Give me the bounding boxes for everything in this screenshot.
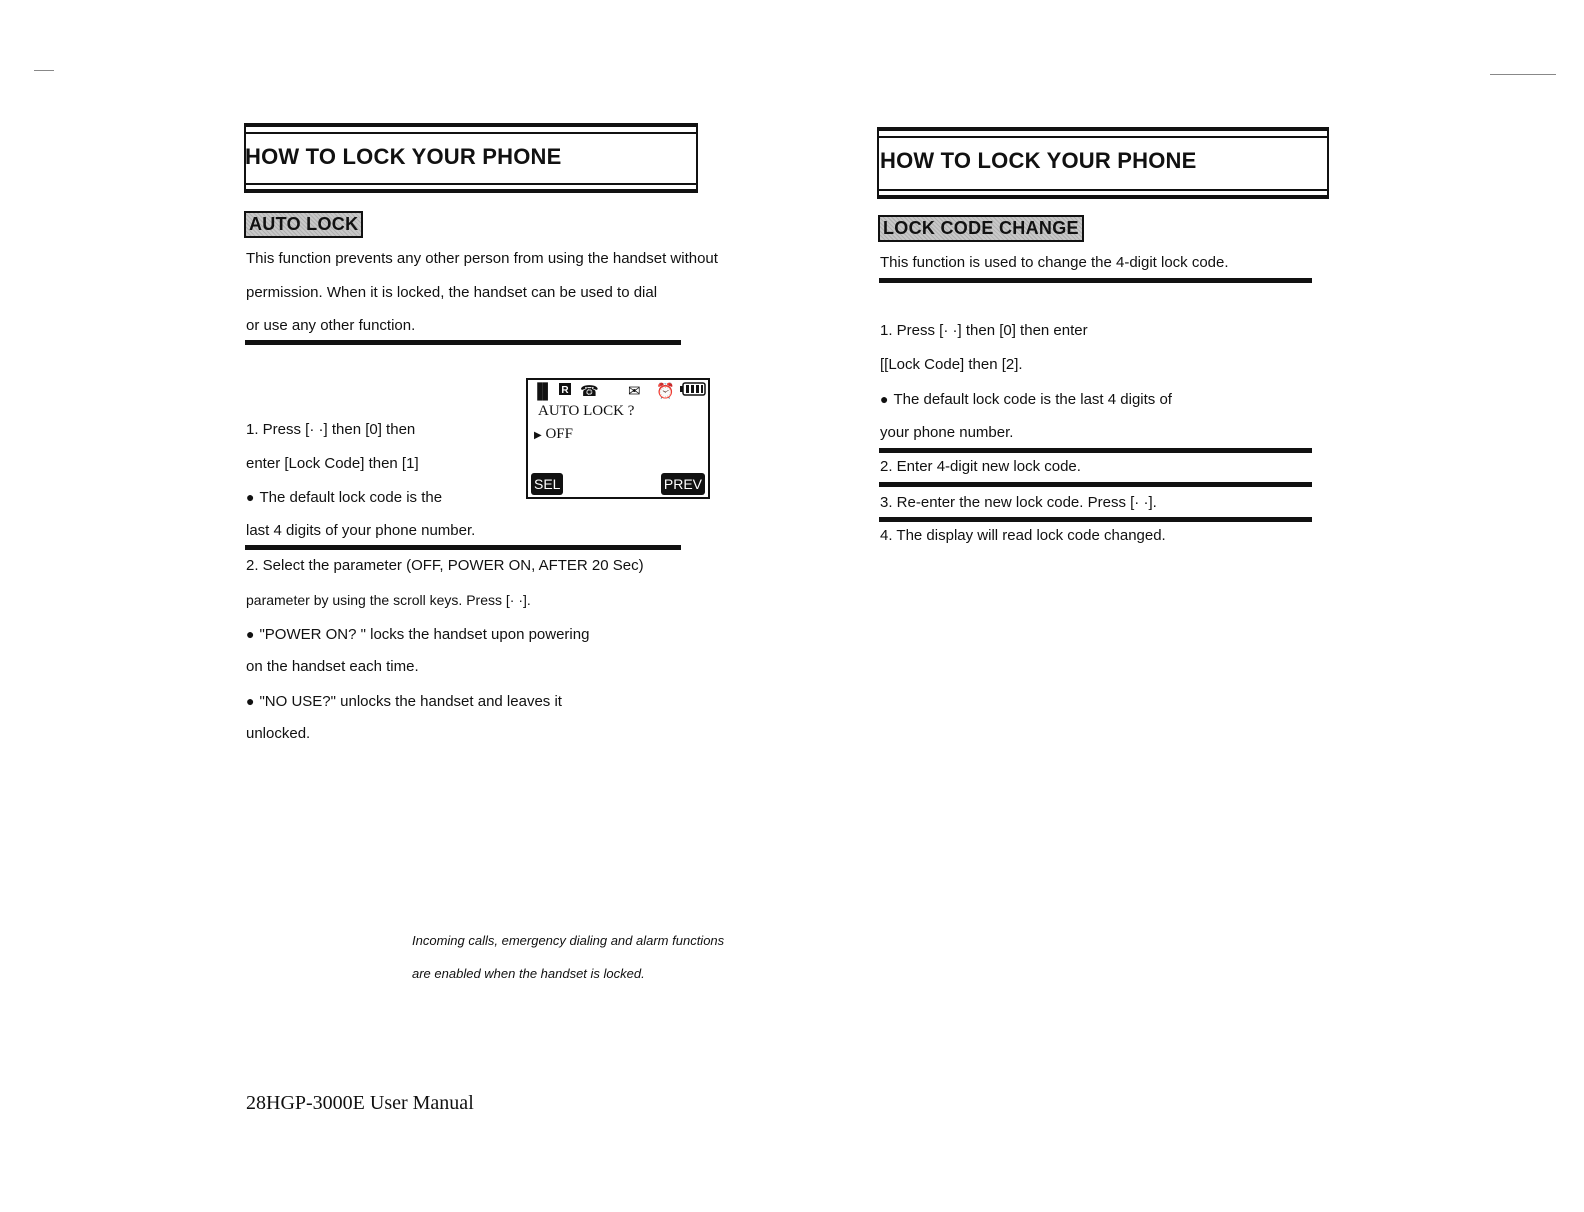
intro-line: This function prevents any other person from using the handset without bbox=[246, 250, 718, 267]
step-line: parameter by using the scroll keys. Press [· ·]. bbox=[246, 592, 531, 608]
message-icon: ✉ bbox=[628, 383, 641, 400]
step-line: on the handset each time. bbox=[246, 658, 419, 675]
step-line: 3. Re-enter the new lock code. Press [· ·]. bbox=[880, 494, 1157, 511]
page-footer: 28HGP-3000E User Manual bbox=[246, 1092, 474, 1114]
note-line: are enabled when the handset is locked. bbox=[412, 966, 645, 981]
right-page-title: HOW TO LOCK YOUR PHONE bbox=[880, 148, 1197, 173]
status-icons bbox=[532, 382, 704, 402]
bullet-line: ● The default lock code is the last 4 digits of bbox=[880, 389, 1172, 410]
bullet-line: ● "POWER ON? " locks the handset upon powering bbox=[246, 624, 589, 645]
left-page-title: HOW TO LOCK YOUR PHONE bbox=[245, 144, 562, 169]
step-line: 1. Press [· ·] then [0] then bbox=[246, 421, 416, 438]
scan-speck bbox=[1490, 74, 1556, 75]
step-line: last 4 digits of your phone number. bbox=[246, 522, 476, 539]
step-line: unlocked. bbox=[246, 725, 311, 742]
divider bbox=[879, 278, 1312, 283]
battery-icon bbox=[680, 382, 706, 402]
step-line: 2. Select the parameter (OFF, POWER ON, AFTER 20 Sec) bbox=[246, 557, 644, 574]
display-prompt: AUTO LOCK ? bbox=[538, 403, 635, 419]
divider bbox=[245, 340, 681, 345]
step-line: your phone number. bbox=[880, 424, 1014, 441]
auto-lock-heading: AUTO LOCK bbox=[244, 211, 363, 238]
intro-line: or use any other function. bbox=[246, 317, 416, 334]
step-line: 4. The display will read lock code changed. bbox=[880, 527, 1166, 544]
bullet-line: ● "NO USE?" unlocks the handset and leaves it bbox=[246, 691, 562, 712]
phone-display bbox=[526, 378, 710, 499]
step-line: 1. Press [· ·] then [0] then enter bbox=[880, 322, 1088, 339]
divider bbox=[245, 545, 681, 550]
prev-softkey[interactable]: PREV bbox=[661, 473, 705, 495]
sel-softkey[interactable]: SEL bbox=[531, 473, 563, 495]
note-line: Incoming calls, emergency dialing and alarm functions bbox=[412, 933, 725, 948]
alarm-icon: ⏰ bbox=[656, 383, 675, 400]
roaming-icon bbox=[558, 382, 572, 402]
display-value-row bbox=[534, 426, 573, 443]
step-line: [[Lock Code] then [2]. bbox=[880, 356, 1023, 373]
display-value: OFF bbox=[545, 426, 573, 442]
divider bbox=[879, 517, 1312, 522]
lock-code-change-heading: LOCK CODE CHANGE bbox=[878, 215, 1084, 242]
divider bbox=[879, 448, 1312, 453]
selector-arrow-icon: ▶ bbox=[534, 430, 542, 441]
step-line: 2. Enter 4-digit new lock code. bbox=[880, 458, 1081, 475]
scan-speck bbox=[34, 70, 54, 71]
bullet-line: ● The default lock code is the bbox=[246, 487, 442, 508]
intro-line: This function is used to change the 4-digit lock code. bbox=[880, 254, 1229, 271]
phone-icon: ☎ bbox=[580, 383, 599, 400]
divider bbox=[879, 482, 1312, 487]
step-line: enter [Lock Code] then [1] bbox=[246, 455, 419, 472]
signal-icon: ▐▌ bbox=[532, 383, 554, 400]
svg-text:R: R bbox=[561, 385, 569, 396]
intro-line: permission. When it is locked, the handset can be used to dial bbox=[246, 284, 658, 301]
